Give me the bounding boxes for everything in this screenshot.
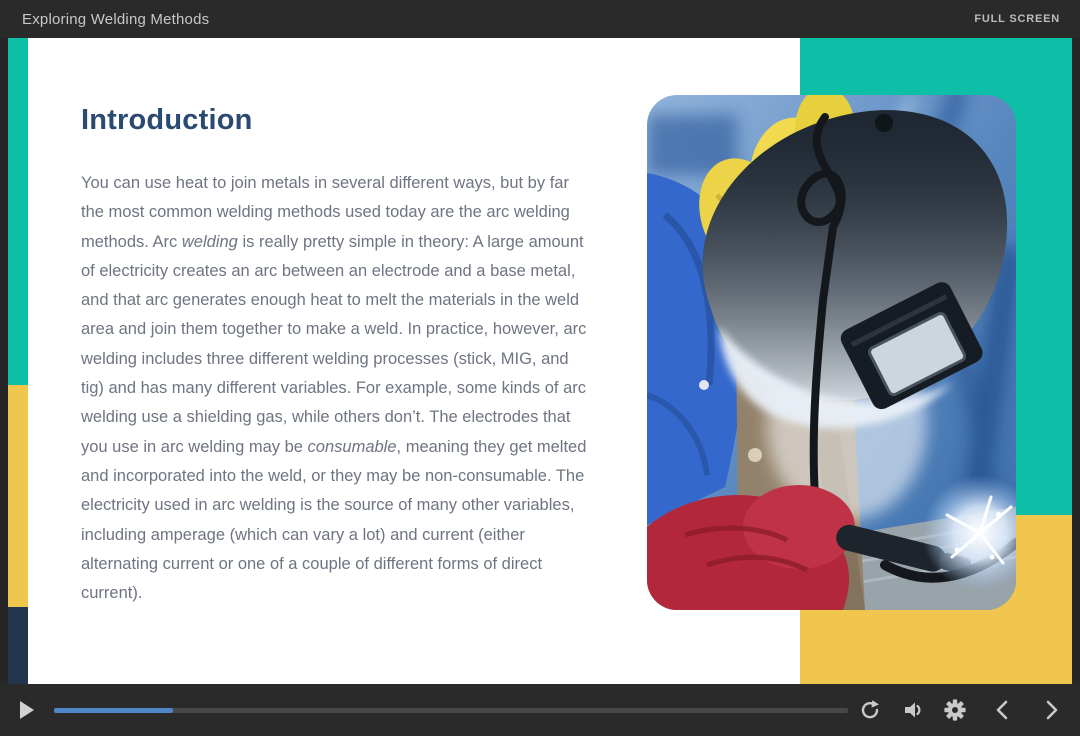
progress-bar[interactable]: [54, 708, 848, 713]
chevron-left-icon: [993, 699, 1011, 721]
progress-fill: [54, 708, 173, 713]
text-card: [8, 38, 668, 684]
slide-heading: Introduction: [81, 104, 253, 136]
player-bar: [0, 684, 1080, 736]
slide-area: [8, 38, 1072, 684]
previous-button[interactable]: [987, 695, 1017, 725]
replay-icon: [859, 699, 881, 721]
course-title: Exploring Welding Methods: [22, 10, 210, 28]
play-button[interactable]: [12, 695, 42, 725]
gear-icon: [943, 698, 967, 722]
volume-button[interactable]: [898, 695, 928, 725]
volume-icon: [902, 699, 924, 721]
slide-paragraph: You can use heat to join metals in several different ways, but by far the most common welding methods used today are the arc welding methods. Arc welding is really pretty simple in theory: A large amount of electricity creates an arc between an electrode and a base metal, and that arc generates enough heat to melt the materials in the weld area and join them together to make a weld. In practice, however, arc welding includes three different welding processes (stick, MIG, and tig) and has many different variables. For example, some kinds of arc welding use a shielding gas, while others don’t. The electrodes that you use in arc welding may be consumable, meaning they get melted and incorporated into the weld, or they may be non-consumable. The electricity used in arc welding is the source of many other variables, including amperage (which can vary a lot) and current (either alternating current or one of a couple of different forms of direct current).: [81, 174, 587, 603]
fullscreen-button[interactable]: FULL SCREEN: [972, 9, 1062, 29]
replay-button[interactable]: [855, 695, 885, 725]
top-bar: [0, 0, 1080, 38]
next-button[interactable]: [1037, 695, 1067, 725]
settings-button[interactable]: [940, 695, 970, 725]
welder-photo: [647, 95, 1016, 610]
play-icon: [19, 700, 35, 720]
chevron-right-icon: [1043, 699, 1061, 721]
